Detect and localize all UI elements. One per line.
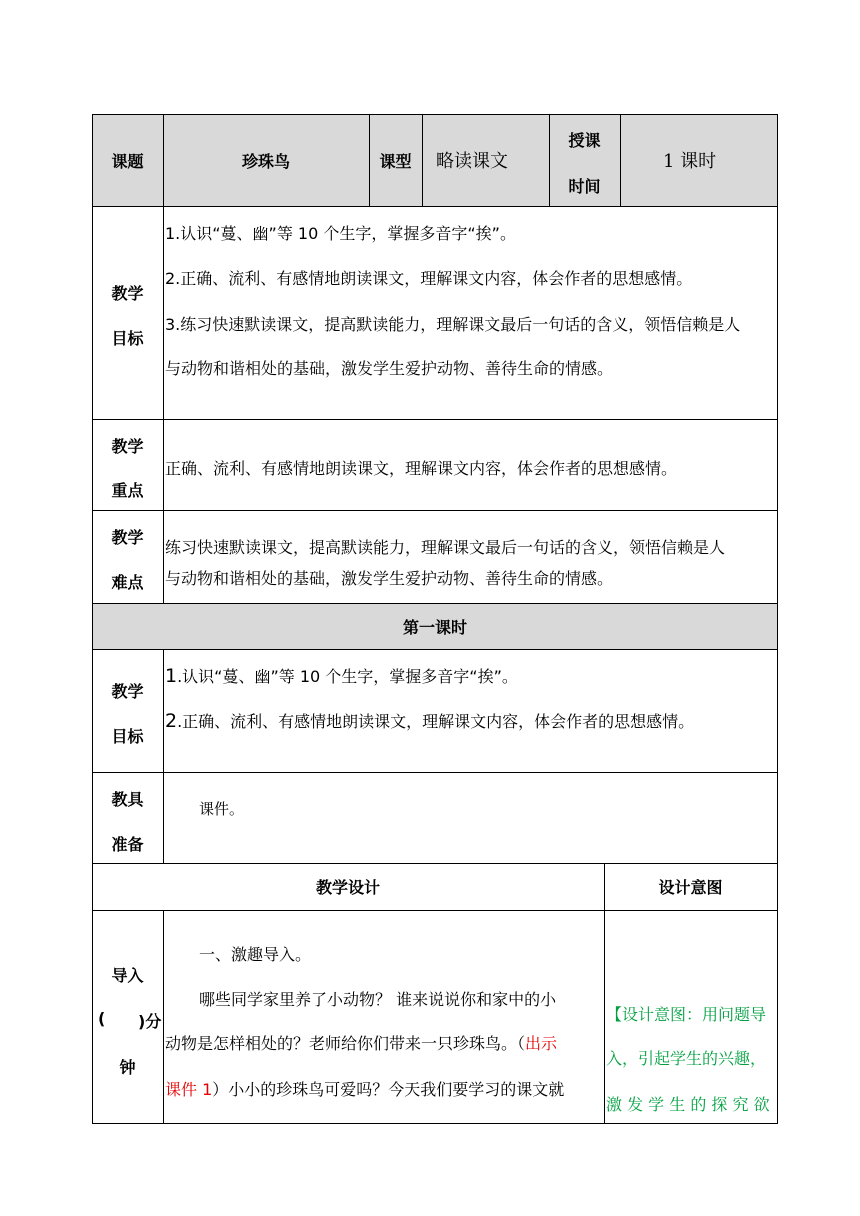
intent-line-3: 激 发 学 生 的 探 究 欲 bbox=[606, 1095, 770, 1114]
fl-goal-1: 1.认识“蔓、幽”等 10 个生字，掌握多音字“挨”。 bbox=[165, 665, 518, 687]
design-para-3: 课件 1）小小的珍珠鸟可爱吗？今天我们要学习的课文就 bbox=[165, 1080, 565, 1099]
key-points-text: 正确、流利、有感情地朗读课文，理解课文内容，体会作者的思想感情。 bbox=[165, 459, 678, 478]
time-label-2: 时间 bbox=[568, 177, 601, 196]
fl-goals-label-2: 目标 bbox=[111, 727, 144, 746]
first-lesson-title: 第一课时 bbox=[402, 617, 467, 637]
goal-line-4: 与动物和谐相处的基础，激发学生爱护动物、善待生命的情感。 bbox=[165, 359, 614, 378]
subject-label: 课题 bbox=[111, 151, 144, 171]
tools-value: 课件。 bbox=[199, 800, 245, 818]
goals-label-2: 目标 bbox=[111, 329, 144, 348]
diff-label-1: 教学 bbox=[111, 528, 144, 547]
design-para-2: 动物是怎样相处的？老师给你们带来一只珍珠鸟。（出示 bbox=[165, 1034, 558, 1053]
tools-label-2: 准备 bbox=[111, 835, 144, 854]
fl-goals-label-1: 教学 bbox=[111, 682, 144, 701]
diff-label-2: 难点 bbox=[111, 573, 144, 592]
col-intent: 设计意图 bbox=[658, 878, 723, 897]
subject-value: 珍珠鸟 bbox=[241, 151, 290, 171]
tools-label-1: 教具 bbox=[111, 790, 144, 809]
stage-label-1: 导入 bbox=[111, 966, 144, 985]
goal-line-3: 3.练习快速默读课文，提高默读能力，理解课文最后一句话的含义，领悟信赖是人 bbox=[165, 315, 741, 334]
goal-line-1: 1.认识“蔓、幽”等 10 个生字，掌握多音字“挨”。 bbox=[165, 224, 516, 243]
type-value: 略读课文 bbox=[436, 151, 508, 172]
difficulty-line-1: 练习快速默读课文，提高默读能力，理解课文最后一句话的含义，领悟信赖是人 bbox=[165, 538, 726, 557]
key-label-1: 教学 bbox=[111, 437, 144, 456]
goal-line-2: 2.正确、流利、有感情地朗读课文，理解课文内容，体会作者的思想感情。 bbox=[165, 269, 693, 288]
intent-line-1: 【设计意图：用问题导 bbox=[606, 1005, 767, 1024]
key-label-2: 重点 bbox=[111, 481, 144, 500]
difficulty-line-2: 与动物和谐相处的基础，激发学生爱护动物、善待生命的情感。 bbox=[165, 569, 614, 588]
stage-label-2a: ( bbox=[98, 1009, 106, 1028]
goals-label-1: 教学 bbox=[111, 284, 144, 303]
stage-label-3: 钟 bbox=[119, 1058, 136, 1077]
design-para-1: 哪些同学家里养了小动物？ 谁来说说你和家中的小 bbox=[199, 990, 557, 1009]
type-label: 课型 bbox=[379, 151, 412, 171]
fl-goal-2: 2.正确、流利、有感情地朗读课文，理解课文内容，体会作者的思想感情。 bbox=[165, 710, 695, 732]
time-label-1: 授课 bbox=[568, 131, 601, 150]
intent-line-2: 入，引起学生的兴趣， bbox=[606, 1049, 767, 1068]
stage-label-2b: )分 bbox=[138, 1012, 162, 1031]
step-title: 一、激趣导入。 bbox=[199, 945, 312, 964]
col-design: 教学设计 bbox=[315, 878, 380, 897]
time-value: 1 课时 bbox=[663, 151, 717, 172]
